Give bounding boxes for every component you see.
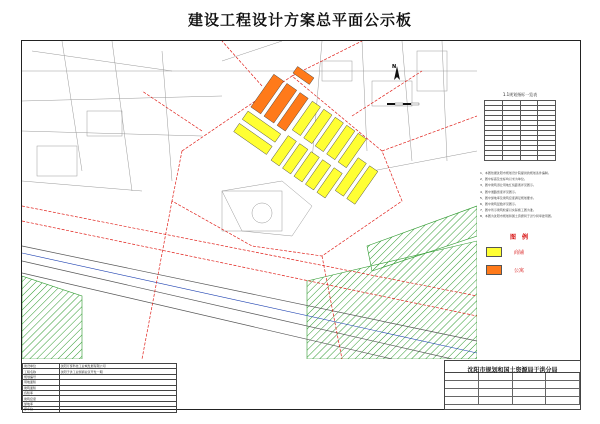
- design-notes: [480, 170, 580, 220]
- legend-label-shop: 商铺: [514, 249, 525, 256]
- indicator-table-title: 1.1规划指标一览表: [502, 92, 538, 97]
- note-line: 5、图中绿地率及建筑密度满足规划要求。: [480, 195, 536, 200]
- info-label: 容积率: [23, 390, 60, 395]
- info-label: 工程名称: [23, 369, 60, 374]
- note-line: 6、图中建筑层数详见图示。: [480, 202, 518, 207]
- legend: [480, 232, 560, 283]
- info-value: 沈阳于洪工业园商业区开发一期: [59, 369, 176, 374]
- info-label: 建筑密度: [23, 396, 60, 401]
- note-line: 7、图中所示建筑轮廓以实际施工图为准。: [480, 208, 536, 213]
- page-title: 建设工程设计方案总平面公示板: [187, 11, 412, 29]
- grey-site-area: [222, 181, 312, 236]
- shop-swatch: [486, 247, 502, 257]
- legend-title: 图 例: [509, 234, 531, 241]
- legend-item-shop: [480, 247, 560, 257]
- scale-bar: [387, 103, 419, 105]
- note-line: 2、图中标高及坐标均以米为单位。: [480, 177, 527, 182]
- info-label: 规划编号: [23, 374, 60, 379]
- agency-block: [444, 360, 581, 410]
- legend-item-apartment: [480, 265, 560, 275]
- agency-name: 沈阳市规划和国土资源局于洪分局: [445, 361, 580, 373]
- info-label: 建设单位: [23, 364, 60, 369]
- note-line: 4、图中道路宽度详见图示。: [480, 189, 518, 194]
- note-line: 8、本图为沈阳市规划和国土资源局于洪分局审批用图。: [480, 214, 554, 219]
- info-label: 停车位: [23, 407, 60, 412]
- legend-label-apartment: 公寓: [514, 267, 525, 274]
- indicator-table: [484, 92, 556, 161]
- approval-grid: [445, 373, 580, 405]
- note-line: 3、图中建筑退让用地红线距离详见图示。: [480, 183, 536, 188]
- project-info-table: [22, 363, 177, 413]
- north-label: N: [392, 64, 397, 70]
- info-row: [23, 407, 177, 412]
- apartment-swatch: [486, 265, 502, 275]
- info-value: [59, 407, 176, 412]
- apartment-block: [293, 66, 314, 84]
- info-value: 沈阳万泰科技工业城发展有限公司: [59, 364, 176, 369]
- site-plan-map: [22, 41, 477, 359]
- info-label: 建筑面积: [23, 385, 60, 390]
- info-label: 绿地率: [23, 401, 60, 406]
- info-label: 用地面积: [23, 380, 60, 385]
- note-line: 1、本图依据沈阳市规划设计院提供的规划条件编制。: [480, 171, 551, 175]
